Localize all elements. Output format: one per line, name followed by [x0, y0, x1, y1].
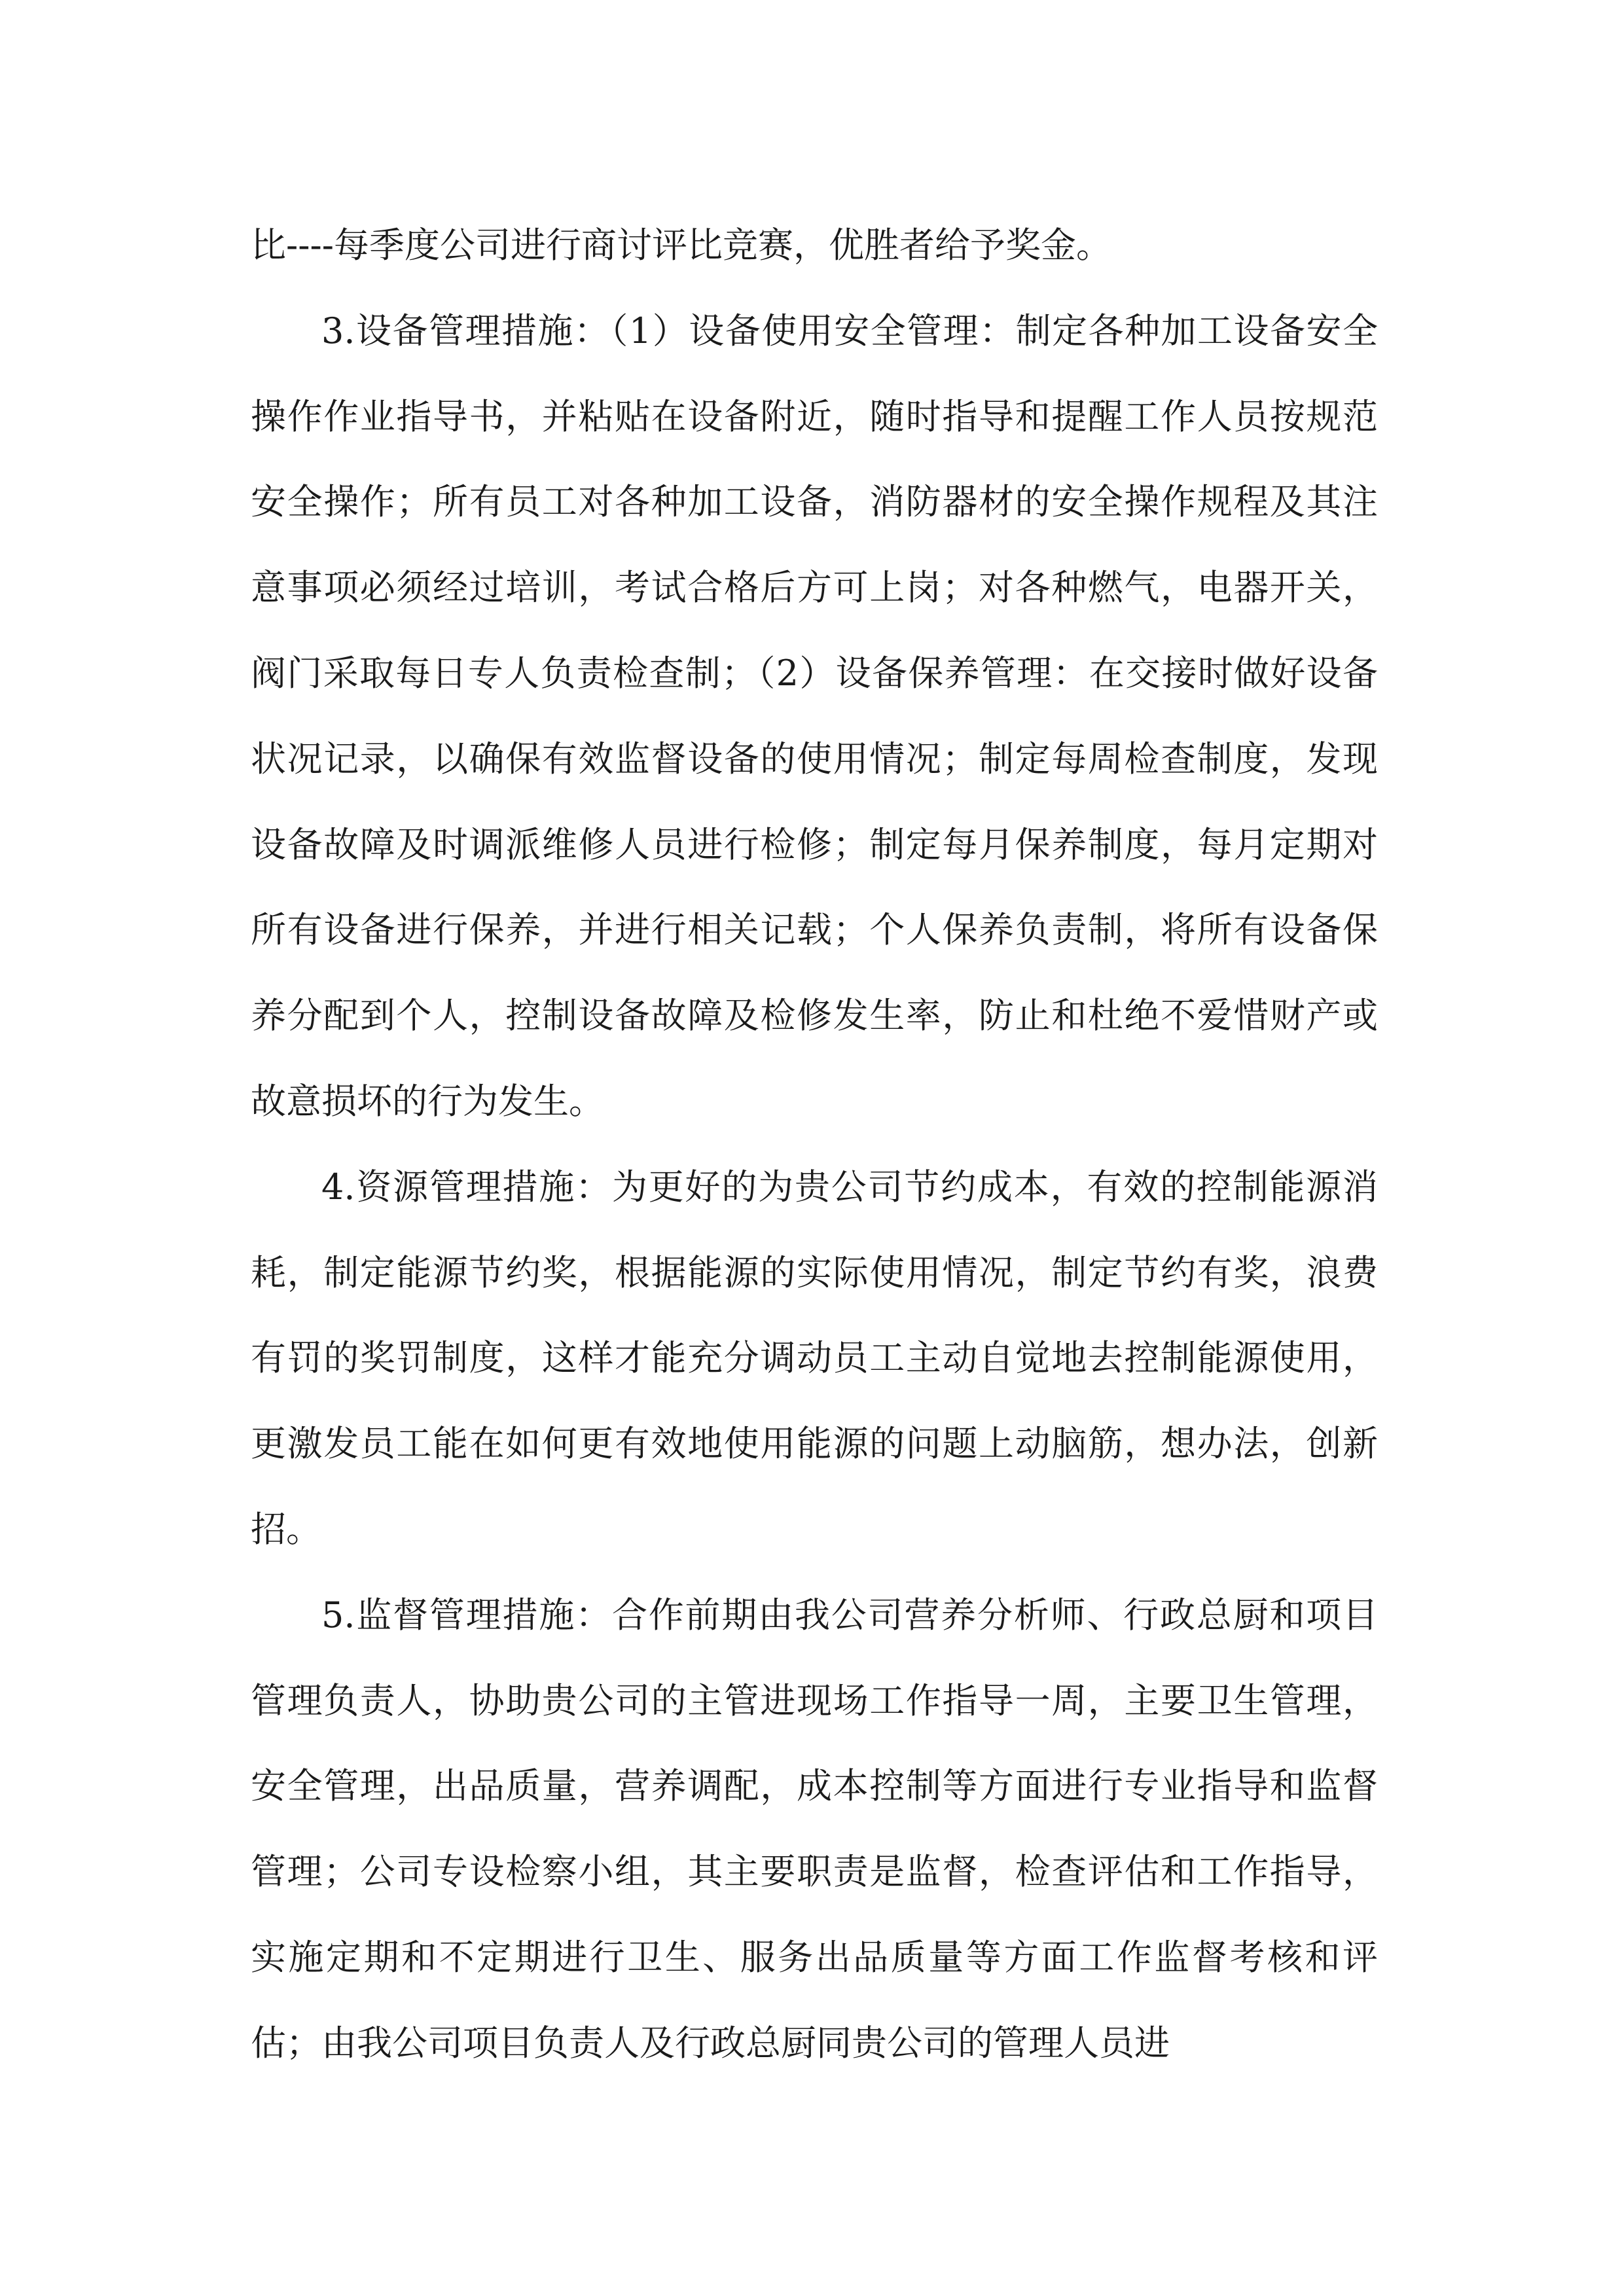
paragraph-equipment-management: 3.设备管理措施：（1）设备使用安全管理：制定各种加工设备安全操作作业指导书，并粘贴在设备附近，随时指导和提醒工作人员按规范安全操作；所有员工对各种加工设备，消防器材的安全操作规程及其注意事项必须经过培训，考试合格后方可上岗；对各种燃气，电器开关，阀门采取每日专人负责检查制；（2）设备保养管理：在交接时做好设备状况记录，以确保有效监督设备的使用情况；制定每周检查制度，发现设备故障及时调派维修人员进行检修；制定每月保养制度，每月定期对所有设备进行保养，并进行相关记载；个人保养负责制，将所有设备保养分配到个人，控制设备故障及检修发生率，防止和杜绝不爱惜财产或故意损坏的行为发生。	[251, 310, 1378, 1122]
paragraph-resource-management: 4.资源管理措施：为更好的为贵公司节约成本，有效的控制能源消耗，制定能源节约奖，根据能源的实际使用情况，制定节约有奖，浪费有罚的奖罚制度，这样才能充分调动员工主动自觉地去控制能源使用，更激发员工能在如何更有效地使用能源的问题上动脑筋，想办法，创新招。	[251, 1166, 1378, 1550]
document-body	[251, 203, 1378, 2087]
paragraph-supervision-management: 5.监督管理措施：合作前期由我公司营养分析师、行政总厨和项目管理负责人，协助贵公司的主管进现场工作指导一周，主要卫生管理，安全管理，出品质量，营养调配，成本控制等方面进行专业指导和监督管理；公司专设检察小组，其主要职责是监督，检查评估和工作指导，实施定期和不定期进行卫生、服务出品质量等方面工作监督考核和评估；由我公司项目负责人及行政总厨同贵公司的管理人员进	[251, 1594, 1378, 2064]
paragraph-continuation: 比----每季度公司进行商讨评比竞赛，优胜者给予奖金。	[251, 224, 1111, 266]
